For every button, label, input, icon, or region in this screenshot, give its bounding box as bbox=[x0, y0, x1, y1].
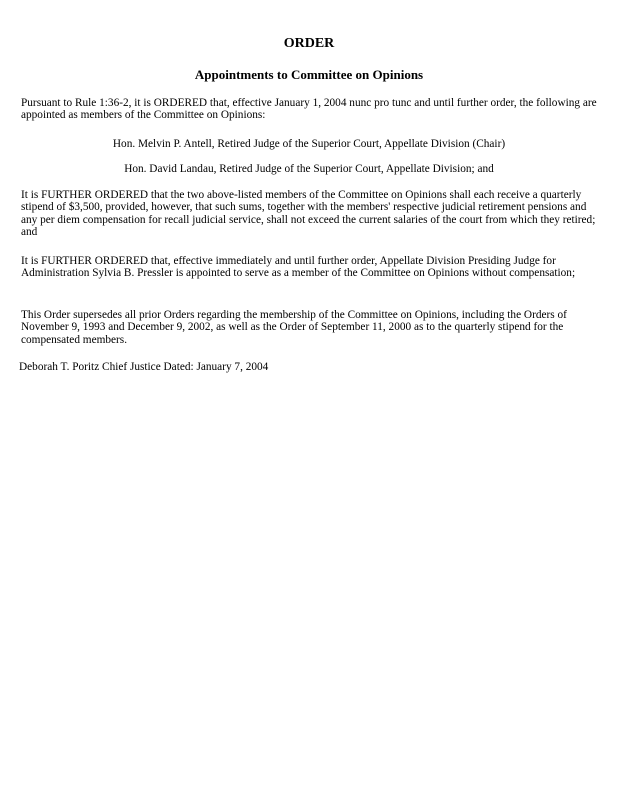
appointee-antell: Hon. Melvin P. Antell, Retired Judge of the Superior Court, Appellate Division (Chair) bbox=[112, 138, 506, 150]
appointee-landau: Hon. David Landau, Retired Judge of the Superior Court, Appellate Division; and bbox=[124, 163, 494, 175]
signature-line: Deborah T. Poritz Chief Justice Dated: January 7, 2004 bbox=[19, 361, 269, 373]
further-ordered-pressler-paragraph: It is FURTHER ORDERED that, effective immediately and until further order, Appellate Division Presiding Judge for Administration Sylvia B. Pressler is appointed to serve as a member of the Committee on Opinions without compensation; bbox=[21, 255, 576, 280]
order-subtitle: Appointments to Committee on Opinions bbox=[194, 67, 424, 82]
order-title: ORDER bbox=[283, 36, 335, 51]
supersedes-paragraph: This Order supersedes all prior Orders regarding the membership of the Committee on Opinions, including the Orders of November 9, 1993 and December 9, 2002, as well as the Order of September 11, 2000 as to the quarterly stipend for the compensated members. bbox=[21, 309, 567, 346]
intro-paragraph: Pursuant to Rule 1:36-2, it is ORDERED that, effective January 1, 2004 nunc pro tunc and until further order, the following are appointed as members of the Committee on Opinions: bbox=[21, 97, 597, 122]
further-ordered-stipend-paragraph: It is FURTHER ORDERED that the two above-listed members of the Committee on Opinions shall each receive a quarterly stipend of $3,500, provided, however, that such sums, together with the members' respective judicial retirement pensions and any per diem compensation for recall judicial service, shall not exceed the current salaries of the court from which they retired; and bbox=[21, 189, 596, 239]
